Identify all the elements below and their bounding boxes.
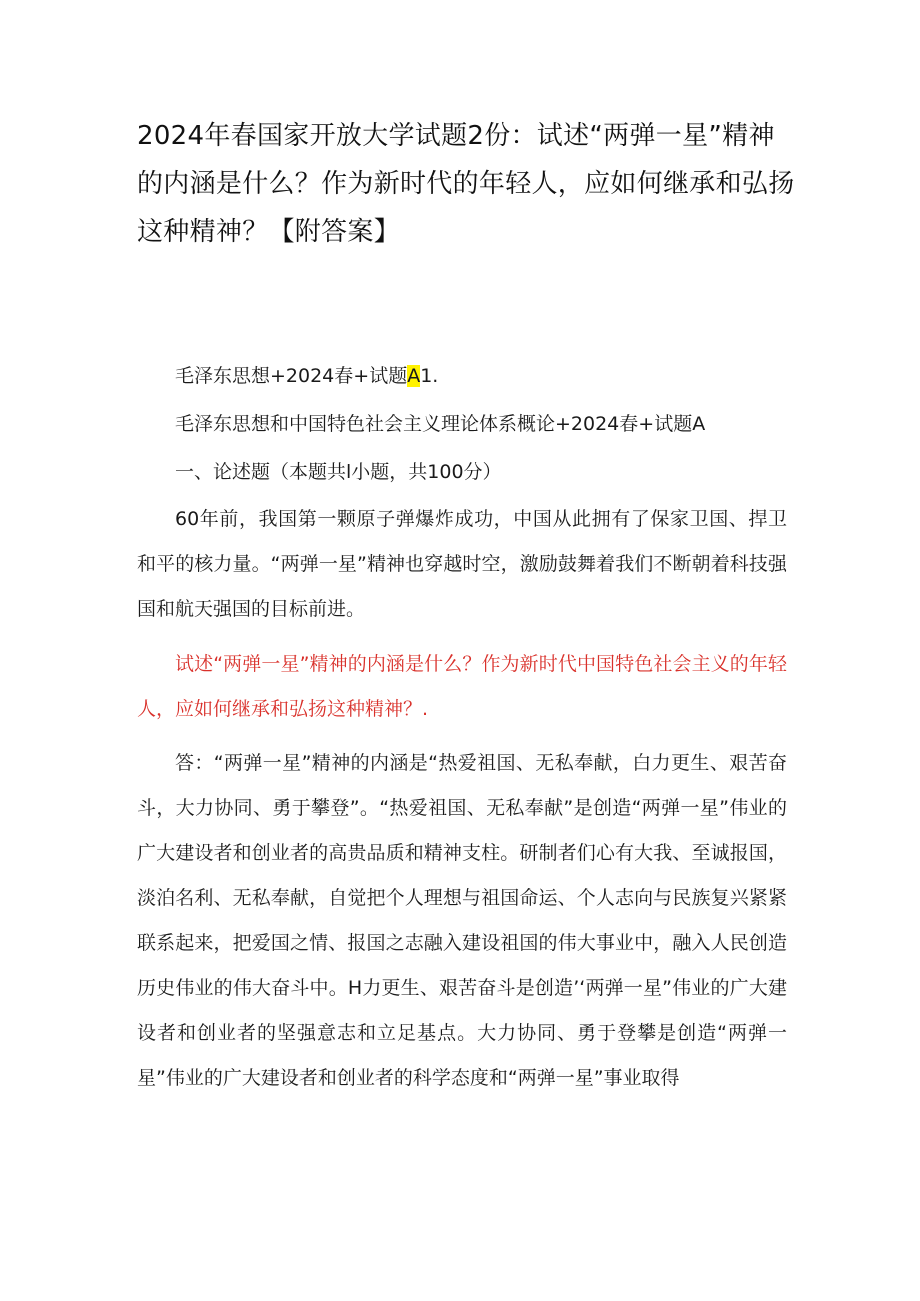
answer-text: 答：“两弹一星”精神的内涵是“热爱祖国、无私奉献，白力更生、艰苦奋斗，大力协同、勇于攀登”。“热爱祖国、无私奉献”是创造“两弹一星”伟业的广大建设者和创业者的高贵品质和精神支柱。研制者们心有大我、至诚报国，淡泊名利、无私奉献，自觉把个人理想与祖国命运、个人志向与民族复兴紧紧联系起来，把爱国之情、报国之志融入建设祖国的伟大事业中，融入人民创造历史伟业的伟大奋斗中。H力更生、艰苦奋斗是创造’‘两弹一星”伟业的广大建设者和创业者的坚强意志和立足基点。大力协同、勇于登攀是创造“两弹一星”伟业的广大建设者和创业者的科学态度和“两弹一星”事业取得 <box>137 752 787 1089</box>
intro-paragraph: 60年前，我国第一颗原子弹爆炸成功，中国从此拥有了保家卫国、捍卫和平的核力量。“两弹一星”精神也穿越时空，激励鼓舞着我们不断朝着科技强国和航天强国的目标前进。 <box>137 508 787 620</box>
document-title: 2024年春国家开放大学试题2份：试述“两弹一星”精神的内涵是什么？作为新时代的年轻人，应如何继承和弘扬这种精神？【附答案】 <box>137 121 795 247</box>
question-text: 试述“两弹一星”精神的内涵是什么？作为新时代中国特色社会主义的年轻人，应如何继承和弘扬这种精神？. <box>137 653 787 720</box>
section-heading-line <box>137 448 787 496</box>
course-full-name: 毛泽东思想和中国特色社会主义理论体系概论+2024春+试题A <box>175 413 706 435</box>
question-block <box>137 642 787 732</box>
answer-block <box>137 741 787 1101</box>
course-line-suffix: 1. <box>420 365 439 387</box>
course-line-highlight: A <box>407 365 421 387</box>
section-heading: 一、论述题（本题共l小题，共100分） <box>175 461 502 483</box>
intro-paragraph-block <box>137 497 787 632</box>
course-line-prefix: 毛泽东思想+2024春+试题 <box>175 365 408 387</box>
course-full-name-line <box>137 400 787 448</box>
course-line <box>137 352 787 400</box>
